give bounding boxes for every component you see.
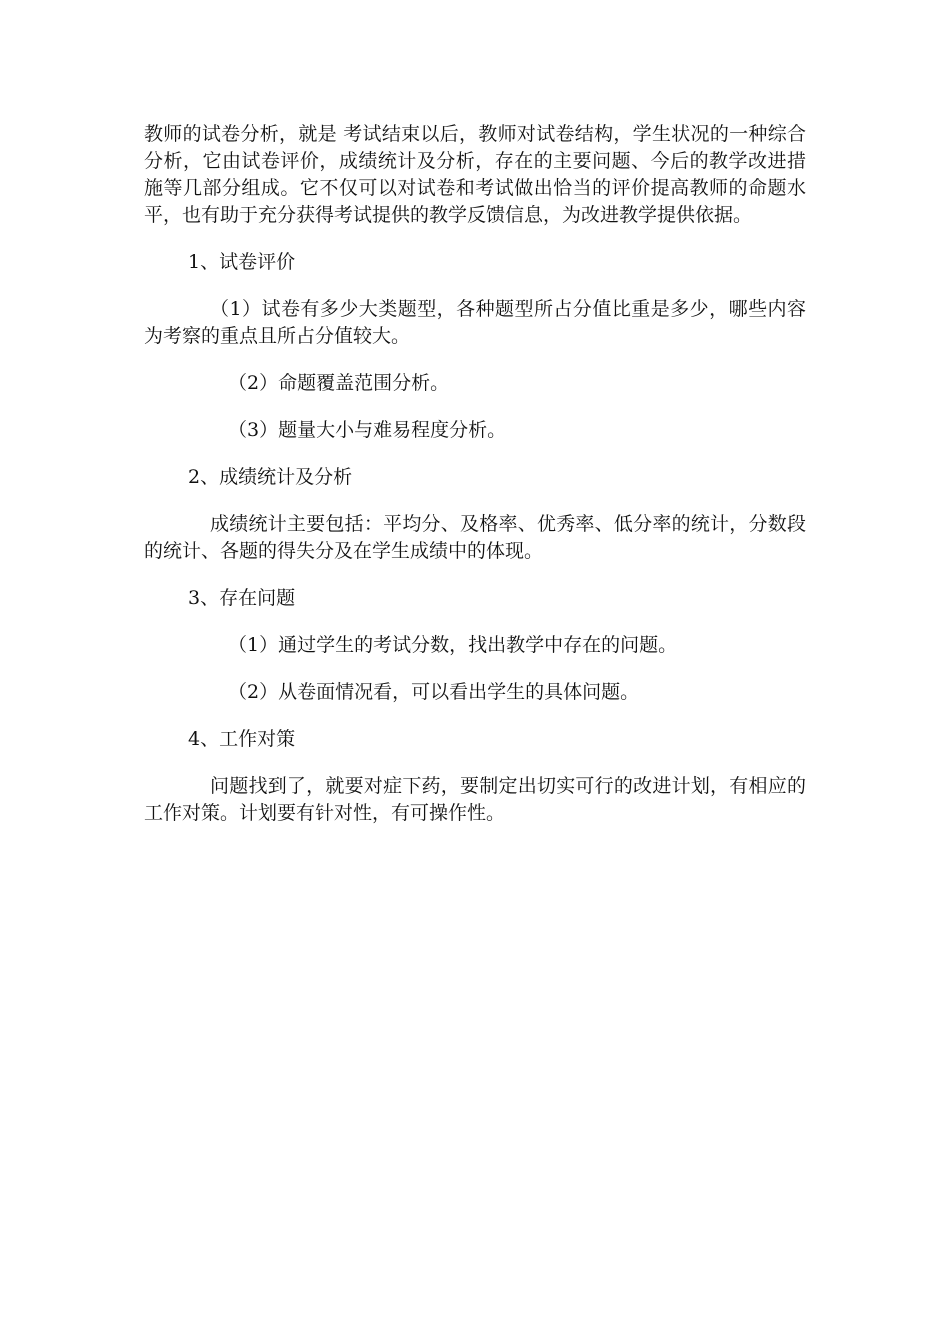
section-heading-work-countermeasures: 4、工作对策 — [188, 728, 296, 750]
existing-problems-item-2: （2）从卷面情况看，可以看出学生的具体问题。 — [228, 681, 640, 703]
existing-problems-item-1: （1）通过学生的考试分数，找出教学中存在的问题。 — [228, 634, 678, 656]
exam-evaluation-item-1: （1）试卷有多少大类题型，各种题型所占分值比重是多少，哪些内容为考察的重点且所占分值较大。 — [144, 298, 806, 347]
score-statistics-paragraph: 成绩统计主要包括：平均分、及格率、优秀率、低分率的统计，分数段的统计、各题的得失分及在学生成绩中的体现。 — [144, 513, 806, 562]
document-body — [144, 121, 806, 847]
section-heading-exam-evaluation: 1、试卷评价 — [188, 251, 296, 273]
exam-evaluation-item-2: （2）命题覆盖范围分析。 — [228, 372, 450, 394]
intro-paragraph: 教师的试卷分析，就是 考试结束以后，教师对试卷结构，学生状况的一种综合分析，它由试卷评价，成绩统计及分析，存在的主要问题、今后的教学改进措施等几部分组成。它不仅可以对试卷和考试做出恰当的评价提高教师的命题水平，也有助于充分获得考试提供的教学反馈信息，为改进教学提供依据。 — [144, 123, 806, 226]
section-heading-existing-problems: 3、存在问题 — [188, 587, 296, 609]
work-countermeasures-paragraph: 问题找到了，就要对症下药，要制定出切实可行的改进计划，有相应的工作对策。计划要有针对性，有可操作性。 — [144, 775, 806, 824]
section-heading-score-statistics: 2、成绩统计及分析 — [188, 466, 353, 488]
exam-evaluation-item-3: （3）题量大小与难易程度分析。 — [228, 419, 507, 441]
